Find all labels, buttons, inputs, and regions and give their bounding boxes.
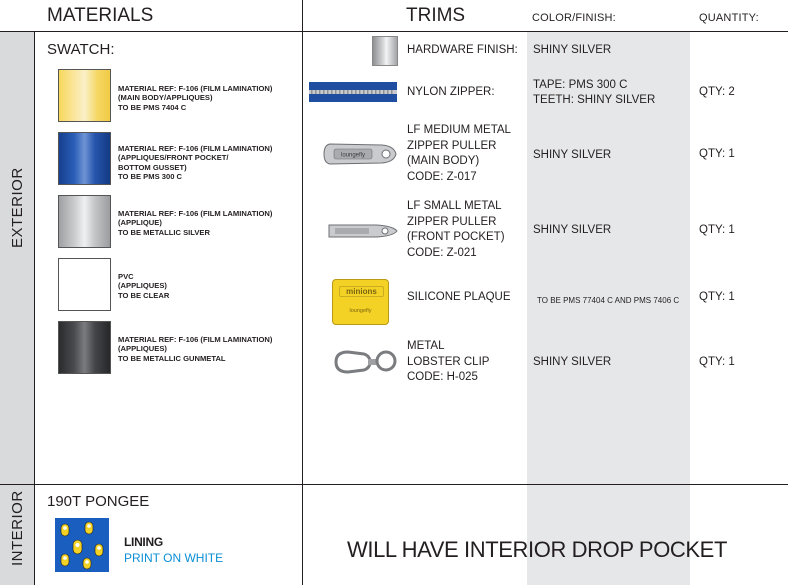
trim-color-zipper: TAPE: PMS 300 C TEETH: SHINY SILVER xyxy=(533,79,656,106)
swatch-title: SWATCH: xyxy=(47,41,115,58)
swatch-blue-text: MATERIAL REF: F-106 (FILM LAMINATION) (APPLIQUES/FRONT POCKET/ BOTTOM GUSSET) TO BE PMS 300 C xyxy=(118,144,273,182)
trim-qty-zipper: QTY: 2 xyxy=(699,86,735,98)
swatch-silver xyxy=(58,195,111,248)
trim-label-plaque: SILICONE PLAQUE xyxy=(407,291,511,303)
trim-color-small-puller: SHINY SILVER xyxy=(533,224,612,236)
puller-logo-text: loungefly xyxy=(340,152,366,159)
swatch-blue xyxy=(58,132,111,185)
trim-color-medium-puller: SHINY SILVER xyxy=(533,149,612,161)
trim-label-small-puller: LF SMALL METAL ZIPPER PULLER (FRONT POCKET) CODE: Z-021 xyxy=(407,200,505,259)
swatch-yellow xyxy=(58,69,111,122)
zipper-icon xyxy=(309,80,397,104)
lobster-clip-icon xyxy=(330,344,400,378)
trim-color-lobster: SHINY SILVER xyxy=(533,356,612,368)
silicone-plaque xyxy=(332,279,389,325)
header-divider xyxy=(0,31,788,32)
lining-label: LINING xyxy=(124,535,163,549)
lining-sub: PRINT ON WHITE xyxy=(124,551,224,565)
trim-label-hardware: HARDWARE FINISH: xyxy=(407,44,518,56)
materials-header: MATERIALS xyxy=(47,5,154,26)
color-column-band xyxy=(527,32,690,585)
trim-label-medium-puller: LF MEDIUM METAL ZIPPER PULLER (MAIN BODY) CODE: Z-017 xyxy=(407,124,511,183)
trim-color-hardware: SHINY SILVER xyxy=(533,44,612,56)
trim-qty-plaque: QTY: 1 xyxy=(699,291,735,303)
trims-header: TRIMS xyxy=(406,5,466,26)
swatch-yellow-text: MATERIAL REF: F-106 (FILM LAMINATION) (MAIN BODY/APPLIQUES) TO BE PMS 7404 C xyxy=(118,84,273,112)
plaque-logo: minions xyxy=(339,286,384,297)
color-finish-header: COLOR/FINISH: xyxy=(532,12,616,24)
medium-puller-icon xyxy=(322,141,398,167)
interior-label: INTERIOR xyxy=(9,490,26,566)
swatch-gunmetal xyxy=(58,321,111,374)
exterior-label: EXTERIOR xyxy=(9,167,26,248)
trim-label-zipper: NYLON ZIPPER: xyxy=(407,86,495,98)
interior-fabric: 190T PONGEE xyxy=(47,493,150,510)
side-divider xyxy=(34,32,35,585)
trim-qty-lobster: QTY: 1 xyxy=(699,356,735,368)
swatch-silver-text: MATERIAL REF: F-106 (FILM LAMINATION) (APPLIQUE) TO BE METALLIC SILVER xyxy=(118,209,273,237)
plaque-subtext: loungefly xyxy=(349,308,372,314)
trim-qty-medium-puller: QTY: 1 xyxy=(699,148,735,160)
quantity-header: QUANTITY: xyxy=(699,12,759,24)
interior-note: WILL HAVE INTERIOR DROP POCKET xyxy=(347,537,727,562)
small-puller-icon xyxy=(327,220,399,242)
swatch-clear-text: PVC (APPLIQUES) TO BE CLEAR xyxy=(118,272,170,300)
trim-label-lobster: METAL LOBSTER CLIP CODE: H-025 xyxy=(407,340,490,383)
interior-divider xyxy=(0,484,788,485)
hardware-finish-swatch xyxy=(372,36,398,66)
lining-swatch xyxy=(55,518,109,572)
trim-color-plaque: TO BE PMS 77404 C AND PMS 7406 C xyxy=(537,296,680,305)
swatch-clear xyxy=(58,258,111,311)
trim-qty-small-puller: QTY: 1 xyxy=(699,224,735,236)
swatch-gunmetal-text: MATERIAL REF: F-106 (FILM LAMINATION) (APPLIQUES) TO BE METALLIC GUNMETAL xyxy=(118,335,273,363)
center-divider xyxy=(302,0,303,585)
